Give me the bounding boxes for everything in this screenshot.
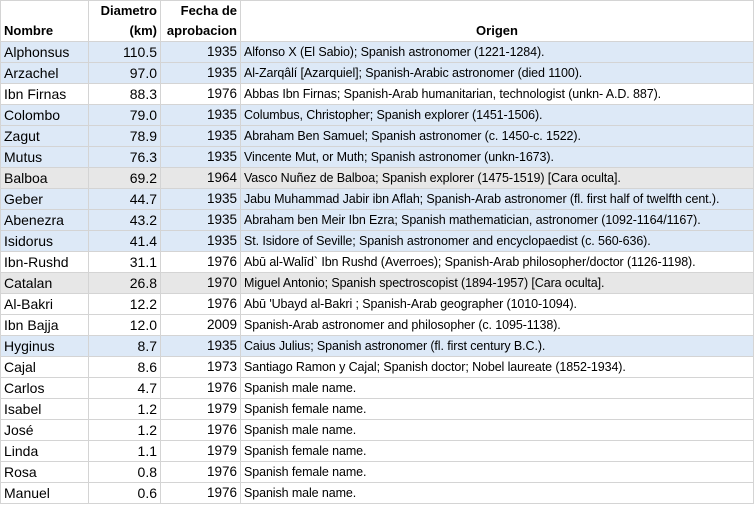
diameter-cell: 88.3 [89, 84, 161, 105]
origin-cell: Caius Julius; Spanish astronomer (fl. first century B.C.). [241, 336, 754, 357]
table-row [1, 294, 754, 315]
approval-date-cell: 1976 [161, 252, 241, 273]
approval-date-cell: 1976 [161, 294, 241, 315]
approval-date-cell: 1935 [161, 63, 241, 84]
diameter-cell: 1.1 [89, 441, 161, 462]
diameter-cell: 97.0 [89, 63, 161, 84]
diameter-cell: 26.8 [89, 273, 161, 294]
origin-cell: Santiago Ramon y Cajal; Spanish doctor; Nobel laureate (1852-1934). [241, 357, 754, 378]
header-name: Nombre [1, 1, 89, 42]
header-row [1, 1, 754, 42]
table-row [1, 399, 754, 420]
table-row [1, 252, 754, 273]
approval-date-cell: 1935 [161, 105, 241, 126]
table-row [1, 357, 754, 378]
crater-name-cell: Isabel [1, 399, 89, 420]
crater-name-cell: Geber [1, 189, 89, 210]
crater-name-cell: Ibn-Rushd [1, 252, 89, 273]
crater-name-cell: Rosa [1, 462, 89, 483]
crater-name-cell: Catalan [1, 273, 89, 294]
diameter-cell: 78.9 [89, 126, 161, 147]
table-row [1, 126, 754, 147]
header-date-line1: Fecha de [180, 3, 237, 18]
table-row [1, 168, 754, 189]
diameter-cell: 1.2 [89, 420, 161, 441]
origin-cell: Vasco Nuñez de Balboa; Spanish explorer (1475-1519) [Cara oculta]. [241, 168, 754, 189]
origin-cell: Spanish female name. [241, 399, 754, 420]
table-row [1, 105, 754, 126]
diameter-cell: 0.6 [89, 483, 161, 504]
table-row [1, 210, 754, 231]
table-row [1, 420, 754, 441]
approval-date-cell: 1935 [161, 147, 241, 168]
crater-name-cell: Hyginus [1, 336, 89, 357]
origin-cell: Abraham Ben Samuel; Spanish astronomer (c. 1450-c. 1522). [241, 126, 754, 147]
origin-cell: Spanish female name. [241, 462, 754, 483]
header-diameter-line1: Diametro [100, 3, 157, 18]
approval-date-cell: 1935 [161, 189, 241, 210]
approval-date-cell: 1935 [161, 336, 241, 357]
origin-cell: Abū al-Walīd` Ibn Rushd (Averroes); Spanish-Arab philosopher/doctor (1126-1198). [241, 252, 754, 273]
diameter-cell: 43.2 [89, 210, 161, 231]
approval-date-cell: 1935 [161, 231, 241, 252]
crater-name-cell: Alphonsus [1, 42, 89, 63]
origin-cell: Abraham ben Meir Ibn Ezra; Spanish mathematician, astronomer (1092-1164/1167). [241, 210, 754, 231]
diameter-cell: 4.7 [89, 378, 161, 399]
table-row [1, 483, 754, 504]
diameter-cell: 110.5 [89, 42, 161, 63]
crater-name-cell: Isidorus [1, 231, 89, 252]
approval-date-cell: 1935 [161, 210, 241, 231]
crater-name-cell: Ibn Bajja [1, 315, 89, 336]
origin-cell: Spanish male name. [241, 483, 754, 504]
diameter-cell: 31.1 [89, 252, 161, 273]
origin-cell: Abbas Ibn Firnas; Spanish-Arab humanitarian, technologist (unkn- A.D. 887). [241, 84, 754, 105]
diameter-cell: 0.8 [89, 462, 161, 483]
crater-name-cell: Al-Bakri [1, 294, 89, 315]
approval-date-cell: 1976 [161, 378, 241, 399]
approval-date-cell: 1976 [161, 483, 241, 504]
approval-date-cell: 1964 [161, 168, 241, 189]
table-body [1, 42, 754, 504]
diameter-cell: 44.7 [89, 189, 161, 210]
crater-name-cell: Colombo [1, 105, 89, 126]
diameter-cell: 12.0 [89, 315, 161, 336]
approval-date-cell: 1979 [161, 441, 241, 462]
approval-date-cell: 1973 [161, 357, 241, 378]
crater-name-cell: Manuel [1, 483, 89, 504]
header-diameter [89, 1, 161, 42]
table-row [1, 441, 754, 462]
approval-date-cell: 1976 [161, 420, 241, 441]
crater-name-cell: Linda [1, 441, 89, 462]
diameter-cell: 1.2 [89, 399, 161, 420]
approval-date-cell: 1979 [161, 399, 241, 420]
table-row [1, 315, 754, 336]
origin-cell: St. Isidore of Seville; Spanish astronomer and encyclopaedist (c. 560-636). [241, 231, 754, 252]
table-row [1, 84, 754, 105]
header-diameter-line2: (km) [129, 23, 157, 38]
diameter-cell: 79.0 [89, 105, 161, 126]
approval-date-cell: 1970 [161, 273, 241, 294]
approval-date-cell: 1976 [161, 84, 241, 105]
diameter-cell: 76.3 [89, 147, 161, 168]
table-row [1, 63, 754, 84]
crater-name-cell: José [1, 420, 89, 441]
approval-date-cell: 1976 [161, 462, 241, 483]
crater-name-cell: Abenezra [1, 210, 89, 231]
table-row [1, 189, 754, 210]
approval-date-cell: 1935 [161, 126, 241, 147]
origin-cell: Abū 'Ubayd al-Bakri ; Spanish-Arab geographer (1010-1094). [241, 294, 754, 315]
header-approval-date [161, 1, 241, 42]
table-row [1, 378, 754, 399]
table-row [1, 462, 754, 483]
table-header [1, 1, 754, 42]
diameter-cell: 8.7 [89, 336, 161, 357]
crater-name-cell: Balboa [1, 168, 89, 189]
table-row [1, 273, 754, 294]
diameter-cell: 69.2 [89, 168, 161, 189]
diameter-cell: 8.6 [89, 357, 161, 378]
crater-name-cell: Arzachel [1, 63, 89, 84]
table-row [1, 147, 754, 168]
header-date-line2: aprobacion [166, 23, 237, 38]
approval-date-cell: 1935 [161, 42, 241, 63]
table-row [1, 42, 754, 63]
crater-name-cell: Carlos [1, 378, 89, 399]
crater-name-cell: Zagut [1, 126, 89, 147]
origin-cell: Spanish-Arab astronomer and philosopher (c. 1095-1138). [241, 315, 754, 336]
diameter-cell: 41.4 [89, 231, 161, 252]
diameter-cell: 12.2 [89, 294, 161, 315]
origin-cell: Vincente Mut, or Muth; Spanish astronomer (unkn-1673). [241, 147, 754, 168]
origin-cell: Alfonso X (El Sabio); Spanish astronomer (1221-1284). [241, 42, 754, 63]
crater-name-cell: Ibn Firnas [1, 84, 89, 105]
crater-name-cell: Mutus [1, 147, 89, 168]
table-row [1, 336, 754, 357]
origin-cell: Jabu Muhammad Jabir ibn Aflah; Spanish-Arab astronomer (fl. first half of twelfth cent.). [241, 189, 754, 210]
origin-cell: Columbus, Christopher; Spanish explorer (1451-1506). [241, 105, 754, 126]
table-row [1, 231, 754, 252]
approval-date-cell: 2009 [161, 315, 241, 336]
header-origin: Origen [241, 1, 754, 42]
crater-name-cell: Cajal [1, 357, 89, 378]
origin-cell: Spanish female name. [241, 441, 754, 462]
origin-cell: Spanish male name. [241, 378, 754, 399]
origin-cell: Spanish male name. [241, 420, 754, 441]
origin-cell: Miguel Antonio; Spanish spectroscopist (1894-1957) [Cara oculta]. [241, 273, 754, 294]
origin-cell: Al-Zarqâlí [Azarquiel]; Spanish-Arabic astronomer (died 1100). [241, 63, 754, 84]
